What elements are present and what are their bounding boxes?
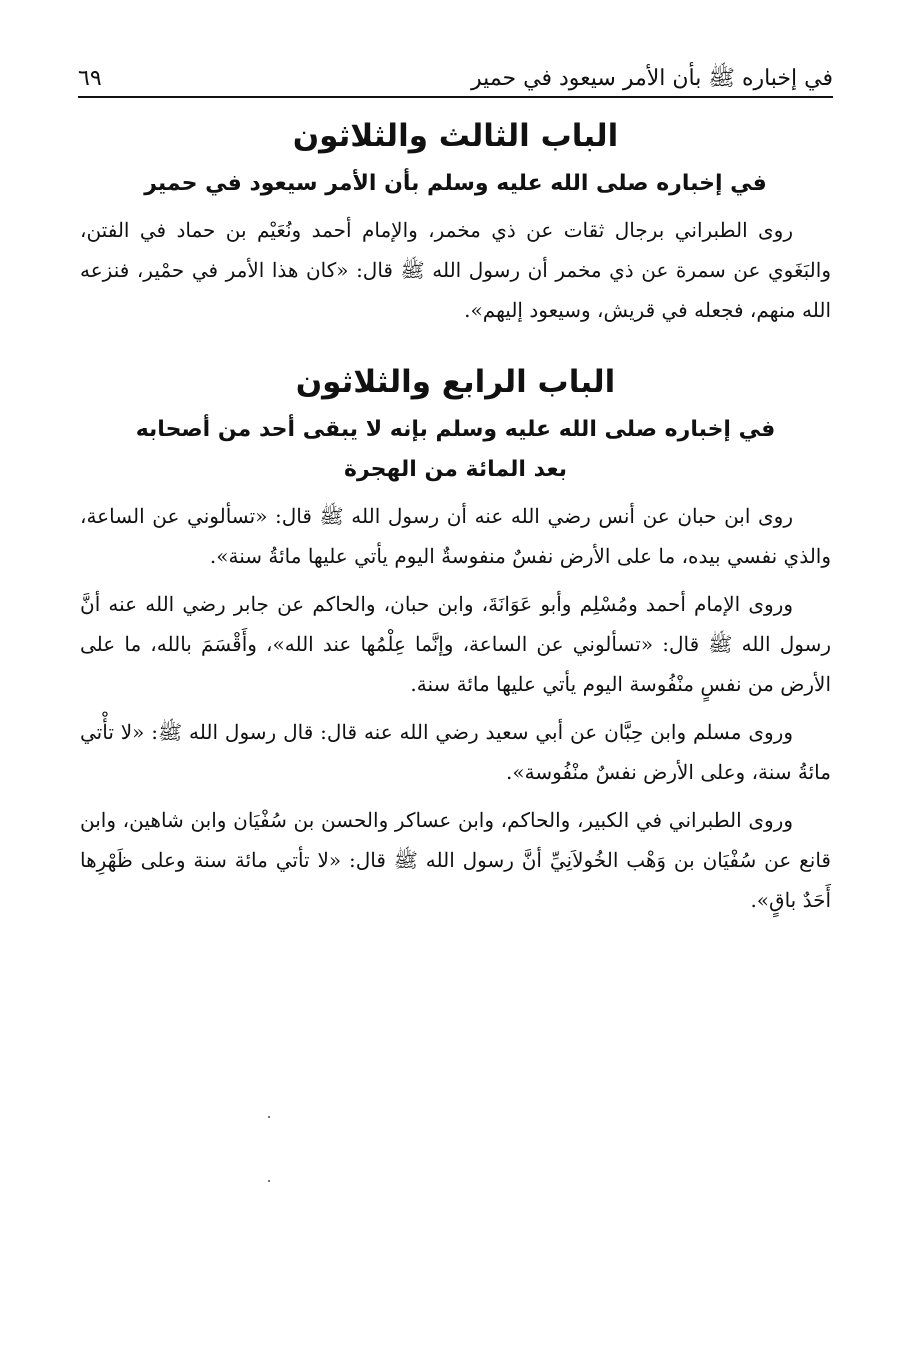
scan-speck	[268, 1180, 270, 1182]
hadith-paragraph: وروى الطبراني في الكبير، والحاكم، وابن عساكر والحسن بن سُفْيَان وابن شاهين، وابن قانع عن سُفْيَان بن وَهْب الخُولاَنِيِّ أنَّ رسول الله ﷺ قال: «لا تأتي مائة سنة وعلى ظَهْرِها أَحَدٌ باقٍ».	[80, 808, 831, 912]
chapter-subtitle-line-1: في إخباره صلى الله عليه وسلم بإنه لا يبقى أحد من أصحابه	[135, 417, 776, 442]
hadith-paragraph: روى ابن حبان عن أنس رضي الله عنه أن رسول الله ﷺ قال: «تسألوني عن الساعة، والذي نفسي بيده، ما على الأرض نفسٌ منفوسةٌ اليوم يأتي عليها مائةُ سنة».	[80, 504, 831, 568]
chapter-subtitle: في إخباره صلى الله عليه وسلم بأن الأمر سيعود في حمير	[144, 171, 767, 196]
page-number: ٦٩	[78, 66, 102, 91]
chapter-title: الباب الثالث والثلاثون	[292, 118, 619, 154]
chapter-34	[80, 354, 831, 920]
page-content	[80, 108, 831, 920]
chapter-subtitle-line-2: بعد المائة من الهجرة	[343, 457, 568, 482]
hadith-paragraph: روى الطبراني برجال ثقات عن ذي مخمر، والإمام أحمد ونُعَيْم بن حماد في الفتن، والبَغَوي عن سمرة عن ذي مخمر أن رسول الله ﷺ قال: «كان هذا الأمر في حمْير، فنزعه الله منهم، فجعله في قريش، وسيعود إليهم».	[80, 218, 831, 322]
running-title: في إخباره ﷺ بأن الأمر سيعود في حمير	[471, 66, 833, 91]
section-divider-space	[80, 330, 831, 354]
scan-speck	[268, 1116, 270, 1118]
chapter-33	[80, 108, 831, 330]
hadith-paragraph: وروى مسلم وابن حِبَّان عن أبي سعيد رضي الله عنه قال: قال رسول الله ﷺ: «لا تأْتي مائةُ سنة، وعلى الأرض نفسٌ منْفُوسة».	[80, 720, 831, 784]
running-header	[78, 58, 833, 98]
chapter-title: الباب الرابع والثلاثون	[295, 364, 616, 400]
hadith-paragraph: وروى الإمام أحمد ومُسْلِم وأبو عَوَانَةَ، وابن حبان، والحاكم عن جابر رضي الله عنه أنَّ رسول الله ﷺ قال: «تسألوني عن الساعة، وإنَّما عِلْمُها عند الله»، وأَقْسَمَ بالله، ما على الأرض من نفسٍ منْفُوسة اليوم يأتي عليها مائة سنة.	[80, 592, 831, 696]
